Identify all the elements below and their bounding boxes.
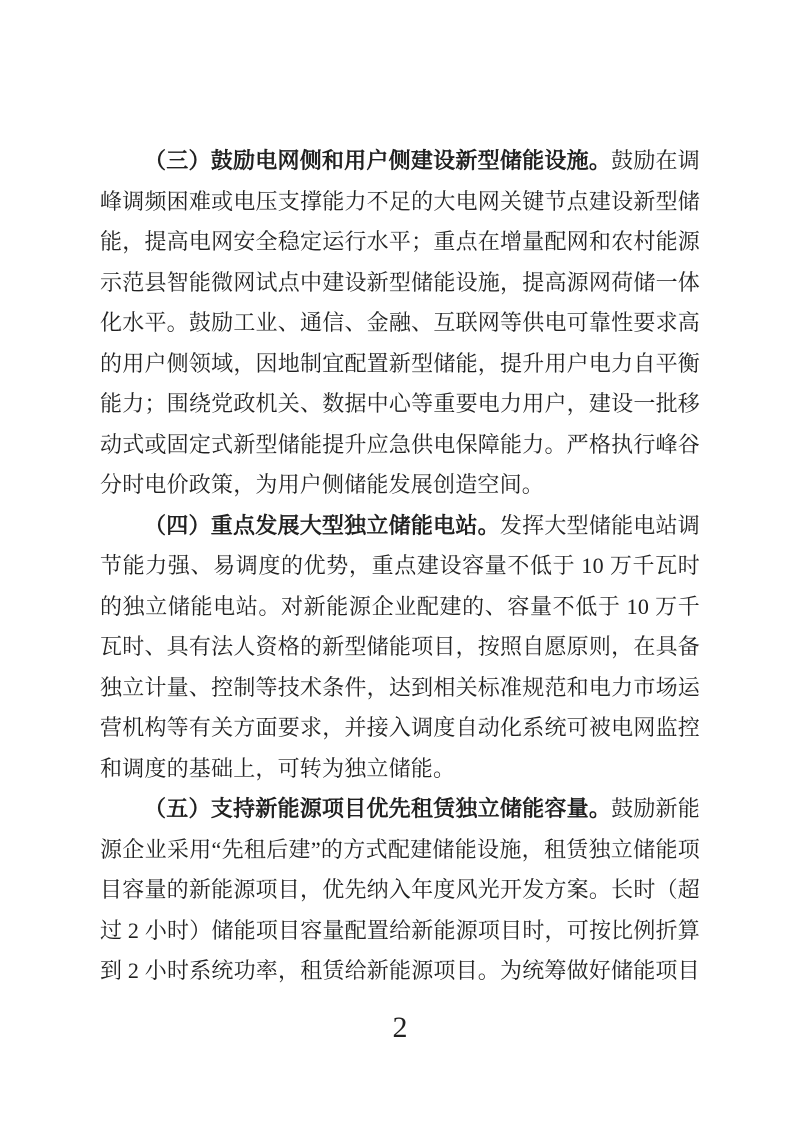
paragraph-text: 鼓励在调峰调频困难或电压支撑能力不足的大电网关键节点建设新型储能，提高电网安全稳定运行水平；重点在增量配网和农村能源示范县智能微网试点中建设新型储能设施，提高源网荷储一体化水平。鼓励工业、通信、金融、互联网等供电可靠性要求高的用户侧领域，因地制宜配置新型储能，提升用户电力自平衡能力；围绕党政机关、数据中心等重要电力用户，建设一批移动式或固定式新型储能提升应急供电保障能力。严格执行峰谷分时电价政策，为用户侧储能发展创造空间。 bbox=[100, 148, 701, 497]
document-body bbox=[100, 141, 700, 992]
section-heading: （四）重点发展大型独立储能电站。 bbox=[144, 512, 500, 538]
paragraph-text: 鼓励新能源企业采用“先租后建”的方式配建储能设施，租赁独立储能项目容量的新能源项目，优先纳入年度风光开发方案。长时（超过 2 小时）储能项目容量配置给新能源项目时，可按比例折算到 2 小时系统功率，租赁给新能源项目。为统筹做好储能项目 bbox=[100, 796, 701, 983]
paragraph-section-3 bbox=[100, 141, 700, 506]
paragraph-section-4 bbox=[100, 506, 700, 790]
section-heading: （三）鼓励电网侧和用户侧建设新型储能设施。 bbox=[144, 148, 612, 173]
page-number: 2 bbox=[392, 1011, 408, 1044]
paragraph-text: 发挥大型储能电站调节能力强、易调度的优势，重点建设容量不低于 10 万千瓦时的独立储能电站。对新能源企业配建的、容量不低于 10 万千瓦时、具有法人资格的新型储能项目，按照自愿原则，在具备独立计量、控制等技术条件，达到相关标准规范和电力市场运营机构等有关方面要求，并接入调度自动化系统可被电网监控和调度的基础上，可转为独立储能。 bbox=[100, 512, 700, 781]
paragraph-section-5 bbox=[100, 789, 700, 992]
section-heading: （五）支持新能源项目优先租赁独立储能容量。 bbox=[144, 796, 612, 821]
